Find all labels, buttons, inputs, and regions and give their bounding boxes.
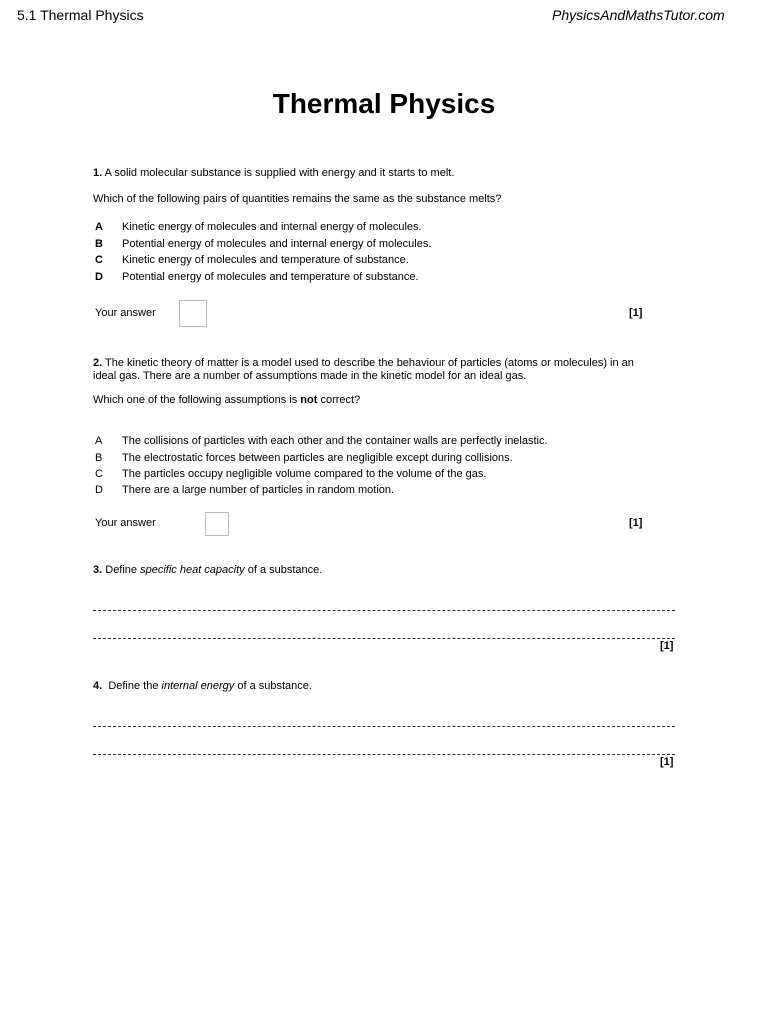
q1-answer-box[interactable] [179, 300, 207, 327]
q1-question: Which of the following pairs of quantities remains the same as the substance melts? [93, 193, 502, 205]
q2-stem-line1 [93, 357, 634, 369]
page-title: Thermal Physics [272, 88, 496, 119]
q4-answer-line-1[interactable] [93, 726, 675, 727]
q2-question [93, 394, 360, 406]
q4-marks: [1] [660, 756, 674, 768]
q3-number: 3. [93, 564, 103, 576]
q2-option-b-text: The electrostatic forces between particles are negligible except during collisions. [122, 452, 513, 464]
q3-marks: [1] [660, 640, 674, 652]
q4-post: of a substance. [234, 680, 312, 692]
q1-option-c-text: Kinetic energy of molecules and temperature of substance. [122, 254, 409, 266]
q3-question [93, 564, 322, 576]
q4-term: internal energy [161, 680, 235, 692]
q1-option-a-letter: A [95, 221, 103, 233]
q2-question-post: correct? [317, 394, 361, 406]
q4-pre: Define the [108, 680, 162, 692]
q2-option-b-letter: B [95, 452, 103, 464]
q1-option-c-letter: C [95, 254, 103, 266]
q1-option-b-text: Potential energy of molecules and internal energy of molecules. [122, 238, 432, 250]
q1-answer-label: Your answer [95, 307, 156, 319]
q3-post: of a substance. [244, 564, 323, 576]
q2-marks: [1] [629, 517, 643, 529]
q4-question [93, 680, 312, 692]
q2-stem-text: The kinetic theory of matter is a model used to describe the behaviour of particles (atoms or molecules) in an [105, 357, 634, 369]
q3-answer-line-2[interactable] [93, 638, 675, 639]
q1-marks: [1] [629, 307, 643, 319]
q3-term: specific heat capacity [140, 564, 245, 576]
q1-option-d-text: Potential energy of molecules and temperature of substance. [122, 271, 419, 283]
q2-answer-box[interactable] [205, 512, 229, 536]
q3-pre: Define [105, 564, 141, 576]
q4-number: 4. [93, 680, 103, 692]
q4-answer-line-2[interactable] [93, 754, 675, 755]
q2-option-a-text: The collisions of particles with each other and the container walls are perfectly inelastic. [122, 435, 548, 447]
q2-question-pre: Which one of the following assumptions is [93, 394, 301, 406]
q2-option-d-letter: D [95, 484, 103, 496]
q2-answer-label: Your answer [95, 517, 156, 529]
q2-option-a-letter: A [95, 435, 103, 447]
q2-stem-line2: ideal gas. There are a number of assumptions made in the kinetic model for an ideal gas. [93, 370, 527, 382]
header-site-name: PhysicsAndMathsTutor.com [552, 7, 725, 23]
q2-question-not: not [300, 394, 318, 406]
q3-answer-line-1[interactable] [93, 610, 675, 611]
q1-option-b-letter: B [95, 238, 103, 250]
q1-option-a-text: Kinetic energy of molecules and internal energy of molecules. [122, 221, 422, 233]
q2-number: 2. [93, 357, 103, 369]
q1-stem-text: A solid molecular substance is supplied with energy and it starts to melt. [104, 167, 455, 179]
q1-stem [93, 167, 454, 179]
q2-option-c-letter: C [95, 468, 103, 480]
q2-option-c-text: The particles occupy negligible volume compared to the volume of the gas. [122, 468, 487, 480]
q1-number: 1. [93, 167, 103, 179]
q1-option-d-letter: D [95, 271, 103, 283]
header-section-title: 5.1 Thermal Physics [17, 7, 144, 23]
q2-option-d-text: There are a large number of particles in random motion. [122, 484, 395, 496]
